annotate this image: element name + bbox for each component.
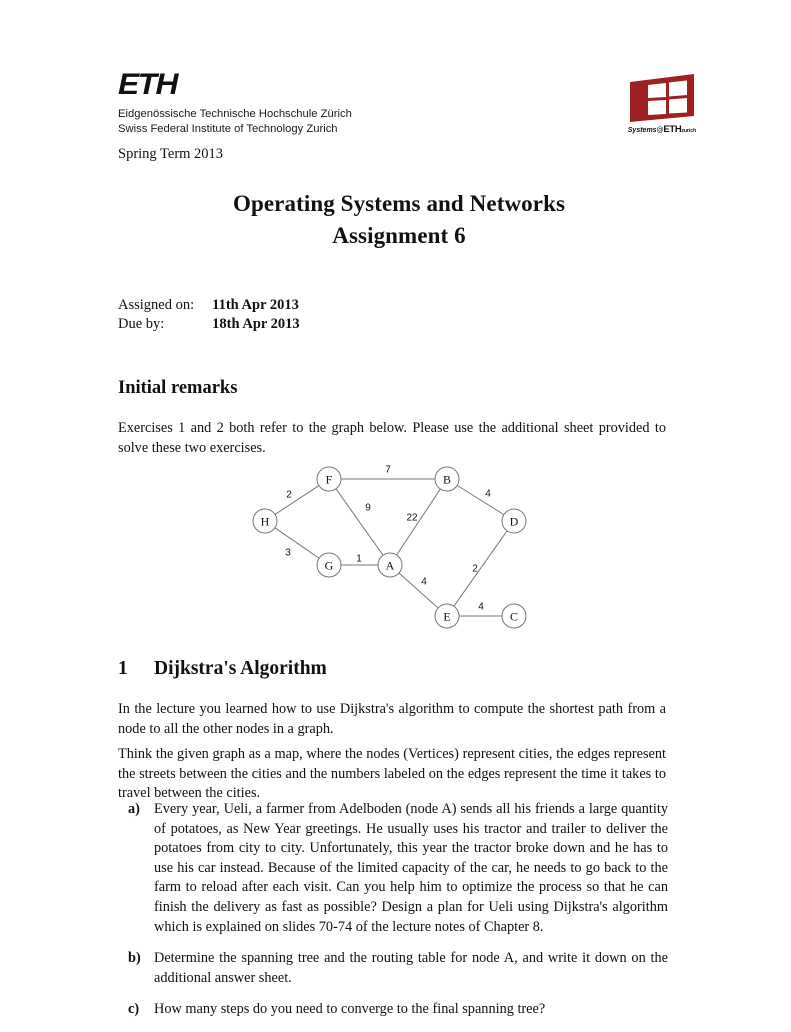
graph-node-label: B [442,472,452,487]
logo-caption-eth: ETH [663,124,682,135]
graph-edge [336,489,383,555]
initial-remarks-heading: Initial remarks [118,378,238,398]
section-1-paragraph-2: Think the given graph as a map, where the nodes (Vertices) represent cities, the edges represent the streets between the cities and the numbers labeled on the edges represent the time it takes to travel between the cities. [118,746,666,801]
graph-node-label: G [324,558,334,573]
institute-name-english: Swiss Federal Institute of Technology Zurich [118,123,338,135]
eth-header [118,70,678,163]
due-by-value: 18th Apr 2013 [212,316,300,332]
logo-caption-at: @ [656,127,664,134]
graph-edge-weight: 1 [356,553,362,565]
document-title [118,188,680,252]
graph-edge [397,489,441,555]
graph-node-label: E [443,609,451,624]
document-title-line2: Assignment 6 [332,223,466,248]
section-1-number: 1 [118,658,128,679]
graph-edge-weight: 2 [286,489,292,501]
graph-node-label: H [260,514,270,529]
graph-edge-weights [285,465,491,613]
systems-eth-logo-icon [624,72,700,124]
exercise-item [128,800,668,937]
graph-node-label: A [385,558,395,573]
assigned-on-row [118,296,300,315]
section-1-title: Dijkstra's Algorithm [154,658,327,679]
eth-wordmark: ETH [118,68,177,101]
graph-edge-weight: 22 [406,512,418,524]
initial-remarks-paragraph: Exercises 1 and 2 both refer to the graph below. Please use the additional sheet provided to solve these two exercises. [118,420,666,456]
term-label: Spring Term 2013 [118,146,224,162]
systems-eth-logo-caption [624,124,700,135]
assigned-on-label: Assigned on: [118,297,195,313]
exercise-item-text: Every year, Ueli, a farmer from Adelboden (node A) sends all his friends a large quantity of potatoes, as New Year greetings. He usually uses his tractor and trailer to deliver the potatoes from city to city. Unfortunately, this year the tractor broke down and he has to use his car instead. Because of the limited capacity of the car, he needs to go back to the farm to reload after each visit. Can you help him to optimize the process so that he can finish the delivery as fast as possible? Design a plan for Ueli using Dijkstra's algorithm which is explained on slides 70-74 of the lecture notes of Chapter 8. [154,801,668,935]
graph-edge [399,573,438,608]
graph-svg [236,455,556,640]
document-title-line1: Operating Systems and Networks [232,191,566,216]
exercise-item [128,1000,668,1020]
due-by-label: Due by: [118,316,165,332]
exercise-item-text: Determine the spanning tree and the routing table for node A, and write it down on the additional answer sheet. [154,950,668,986]
graph-edge-weight: 4 [485,488,491,500]
exercise-item-marker: a) [128,801,140,817]
graph-edge-weight: 7 [385,464,391,476]
exercise-item-marker: b) [128,950,141,967]
exercise-item-text: How many steps do you need to converge to the final spanning tree? [154,1001,546,1018]
exercise-item [128,949,668,988]
graph-node-label: C [509,609,519,624]
logo-caption-suffix: zurich [681,128,697,134]
graph-edge-weight: 4 [478,601,484,613]
assigned-on-value: 11th Apr 2013 [212,297,299,313]
section-1-paragraph-1: In the lecture you learned how to use Dijkstra's algorithm to compute the shortest path from a node to all the other nodes in a graph. [118,701,666,737]
graph-edge [454,531,507,606]
graph-figure [236,455,556,640]
graph-edge [275,528,319,558]
exercise-item-list [128,800,668,1032]
graph-edge [275,486,319,515]
due-by-row [118,315,300,334]
graph-node-label: D [509,514,519,529]
graph-edge-weight: 2 [472,563,478,575]
section-1-heading [118,658,678,680]
graph-edge-weight: 9 [365,502,371,514]
exercise-item-marker: c) [128,1001,140,1018]
institute-name-german: Eidgenössische Technische Hochschule Zürich [118,108,352,120]
assignment-dates [118,296,300,334]
graph-edges [275,479,507,616]
graph-edge-weight: 3 [285,547,291,559]
systems-eth-logo [624,72,700,140]
graph-node-label: F [325,472,333,487]
graph-edge [457,485,504,514]
logo-caption-prefix: Systems [627,127,657,134]
graph-edge-weight: 4 [421,576,427,588]
